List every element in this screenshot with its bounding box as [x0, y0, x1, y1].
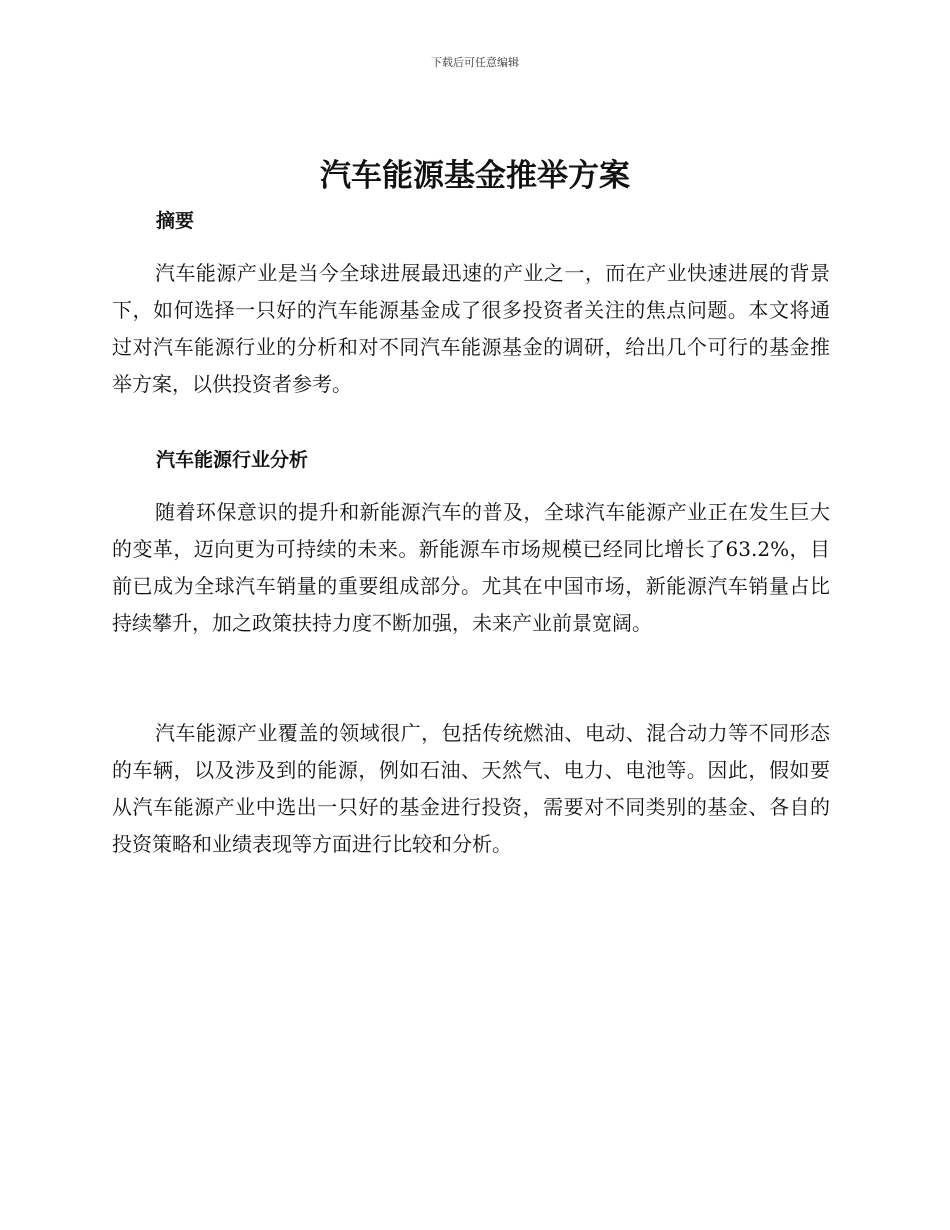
paragraph-industry-analysis-1: 随着环保意识的提升和新能源汽车的普及，全球汽车能源产业正在发生巨大的变革，迈向更为可持续的未来。新能源车市场规模已经同比增长了63.2%，目前已成为全球汽车销量的重要组成部分。尤其在中国市场，新能源汽车销量占比持续攀升，加之政策扶持力度不断加强，未来产业前景宽阔。	[112, 500, 830, 635]
paragraph-abstract: 汽车能源产业是当今全球进展最迅速的产业之一，而在产业快速进展的背景下，如何选择一只好的汽车能源基金成了很多投资者关注的焦点问题。本文将通过对汽车能源行业的分析和对不同汽车能源基金的调研，给出几个可行的基金推举方案，以供投资者参考。	[112, 261, 830, 396]
document-title: 汽车能源基金推举方案	[320, 158, 630, 194]
paragraph-industry-analysis-2: 汽车能源产业覆盖的领域很广，包括传统燃油、电动、混合动力等不同形态的车辆，以及涉及到的能源，例如石油、天然气、电力、电池等。因此，假如要从汽车能源产业中选出一只好的基金进行投资，需要对不同类别的基金、各自的投资策略和业绩表现等方面进行比较和分析。	[112, 721, 830, 856]
page-header-note: 下载后可任意编辑	[431, 56, 519, 69]
section-heading-abstract: 摘要	[156, 210, 195, 232]
section-heading-industry-analysis: 汽车能源行业分析	[156, 449, 309, 471]
